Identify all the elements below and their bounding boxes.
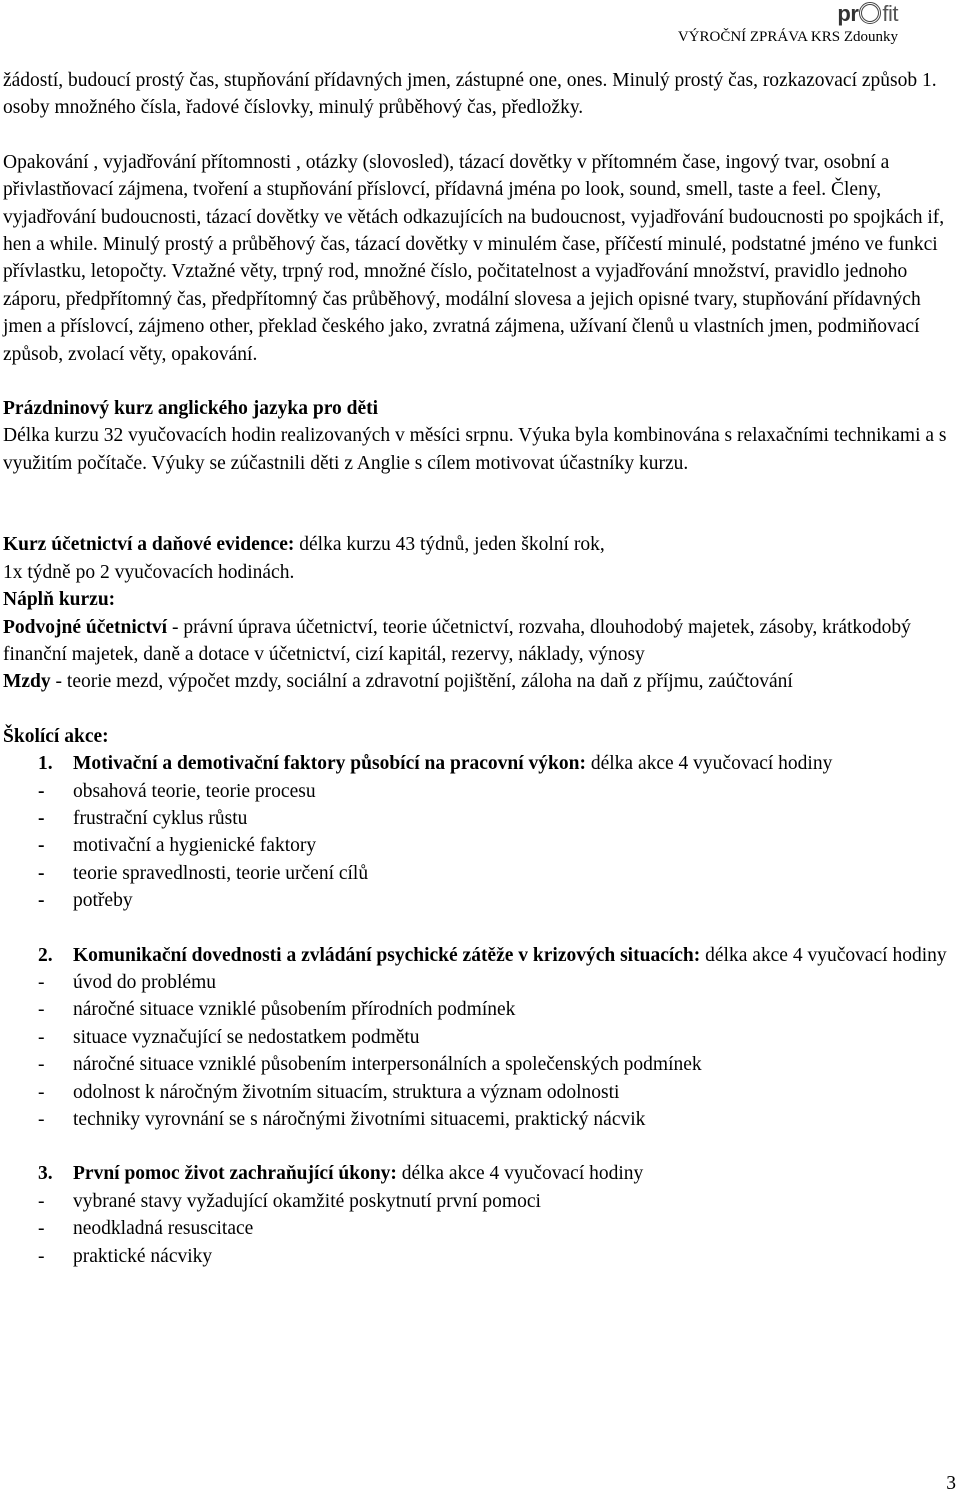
paragraph-grammar-2: Opakování , vyjadřování přítomnosti , otázky (slovosled), tázací dovětky v přítomném čase, ingový tvar, osobní a přivlastňovací zájmena, tvoření a stupňování příslovcí, přídavná jména po look, sound, smell, taste a feel. Členy, vyjadřování budoucnosti, tázací dovětky ve větách odkazujících na budoucnost, vyjadřování budoucnosti po spojkách if, hen a while. Minulý prostý a průběhový čas, tázací dovětky v minulém čase, příčestí minulé, podstatné jméno ve funkci přívlastku, letopočty. Vztažné věty, trpný rod, množné číslo, počitatelnost a vyjadřování množství, pravidlo jednoho záporu, předpřítomný čas, předpřítomný čas průběhový, modální slovesa a jejich opisné tvary, stupňování přídavných jmen a příslovcí, zájmeno other, překlad českého jako, zvratná zájmena, užívaní členů u vlastních jmen, podmiňovací způsob, zvolací věty, opakování. — [3, 151, 945, 365]
list-item — [3, 1051, 958, 1078]
owl-eye-icon — [859, 2, 881, 24]
list-item-text: úvod do problému — [73, 971, 216, 993]
training-heading — [3, 723, 958, 750]
list-item — [3, 1243, 958, 1270]
training-item — [3, 1160, 958, 1187]
double-entry-paragraph — [3, 614, 958, 669]
dash-marker: - — [38, 1054, 45, 1076]
list-item — [3, 1106, 958, 1133]
list-item — [3, 1215, 958, 1242]
holiday-course-title: Prázdninový kurz anglického jazyka pro děti — [3, 398, 379, 420]
training-item-detail: délka akce 4 vyučovací hodiny — [396, 1163, 644, 1185]
list-item — [3, 832, 958, 859]
double-entry-text: - právní úprava účetnictví, teorie účetnictví, rozvaha, dlouhodobý majetek, zásoby, krátkodobý finanční majetek, daně a dotace v účetnictví, cizí kapitál, rezervy, náklady, výnosy — [3, 616, 911, 665]
training-item-number: 1. — [38, 753, 53, 775]
training-title: Školící akce: — [3, 725, 109, 747]
paragraph-grammar-1: žádostí, budoucí prostý čas, stupňování přídavných jmen, zástupné one, ones. Minulý prostý čas, rozkazovací způsob 1. osoby množného čísla, řadové číslovky, minulý průběhový čas, předložky. — [3, 70, 937, 119]
dash-marker: - — [38, 780, 45, 802]
list-item — [3, 860, 958, 887]
dash-marker: - — [38, 971, 45, 993]
page-header — [678, 2, 898, 46]
list-item — [3, 969, 958, 996]
list-item — [3, 887, 958, 914]
list-item-text: praktické nácviky — [73, 1245, 213, 1267]
accounting-course-duration: délka kurzu 43 týdnů, jeden školní rok, — [294, 534, 605, 556]
accounting-course-schedule: 1x týdně po 2 vyučovacích hodinách. — [3, 561, 295, 583]
training-item-detail: délka akce 4 vyučovací hodiny — [585, 753, 833, 775]
list-item-text: náročné situace vzniklé působením interpersonálních a společenských podmínek — [73, 1054, 702, 1076]
wages-text: - teorie mezd, výpočet mzdy, sociální a zdravotní pojištění, záloha na daň z příjmu, zaúčtování — [50, 671, 793, 693]
list-item — [3, 1079, 958, 1106]
logo-text-2: fit — [882, 1, 898, 26]
holiday-course-text: Délka kurzu 32 vyučovacích hodin realizovaných v měsíci srpnu. Výuka byla kombinována s relaxačními technikami a s využitím počítače. Výuky se zúčastnili děti z Anglie s cílem motivovat účastníky kurzu. — [3, 425, 947, 474]
list-item-text: teorie spravedlnosti, teorie určení cílů — [73, 862, 369, 884]
training-item-number: 2. — [38, 944, 53, 966]
dash-marker: - — [38, 999, 45, 1021]
page-content — [3, 67, 958, 1270]
wages-paragraph — [3, 668, 958, 695]
list-item-text: techniky vyrovnání se s náročnými životními situacemi, praktický nácvik — [73, 1109, 646, 1130]
dash-marker: - — [38, 1081, 45, 1103]
list-item-text: potřeby — [73, 890, 133, 912]
wages-label: Mzdy — [3, 671, 51, 693]
list-item-text: náročné situace vzniklé působením přírodních podmínek — [73, 999, 516, 1021]
training-item-title: Komunikační dovednosti a zvládání psychické zátěže v krizových situacích: — [73, 944, 701, 966]
dash-marker: - — [38, 1190, 45, 1212]
training-item — [3, 942, 958, 969]
accounting-course-title: Kurz účetnictví a daňové evidence: — [3, 534, 295, 556]
dash-marker: - — [38, 1218, 45, 1240]
list-item — [3, 1188, 958, 1215]
logo-text-1: pr — [837, 1, 859, 26]
training-item-number: 3. — [38, 1163, 53, 1185]
list-item-text: odolnost k náročným životním situacím, struktura a význam odolnosti — [73, 1081, 620, 1103]
dash-marker: - — [38, 835, 45, 857]
list-item-text: frustrační cyklus růstu — [73, 807, 248, 829]
dash-marker: - — [38, 890, 45, 912]
dash-marker: - — [38, 862, 45, 884]
list-item — [3, 996, 958, 1023]
dash-marker: - — [38, 807, 45, 829]
double-entry-label: Podvojné účetnictví — [3, 616, 168, 638]
training-item — [3, 750, 958, 777]
profit-logo — [678, 2, 898, 26]
list-item-text: motivační a hygienické faktory — [73, 835, 317, 857]
dash-marker: - — [38, 1026, 45, 1048]
list-item — [3, 805, 958, 832]
holiday-course-heading — [3, 395, 958, 422]
list-item — [3, 1024, 958, 1051]
list-item — [3, 778, 958, 805]
training-item-title: První pomoc život zachraňující úkony: — [73, 1163, 397, 1185]
list-item-text: situace vyznačující se nedostatkem podmětu — [73, 1026, 420, 1048]
list-item-text: obsahová teorie, teorie procesu — [73, 780, 316, 802]
list-item-text: neodkladná resuscitace — [73, 1218, 254, 1240]
course-content-title: Náplň kurzu: — [3, 589, 116, 611]
accounting-course-intro — [3, 531, 958, 558]
list-item-text: vybrané stavy vyžadující okamžité poskytnutí první pomoci — [73, 1190, 541, 1212]
course-content-heading — [3, 586, 958, 613]
dash-marker: - — [38, 1109, 45, 1130]
dash-marker: - — [38, 1245, 45, 1267]
training-item-title: Motivační a demotivační faktory působící na pracovní výkon: — [73, 753, 586, 775]
training-item-detail: délka akce 4 vyučovací hodiny — [700, 944, 947, 966]
page-number: 3 — [946, 1473, 956, 1494]
report-title: VÝROČNÍ ZPRÁVA KRS Zdounky — [677, 29, 898, 45]
